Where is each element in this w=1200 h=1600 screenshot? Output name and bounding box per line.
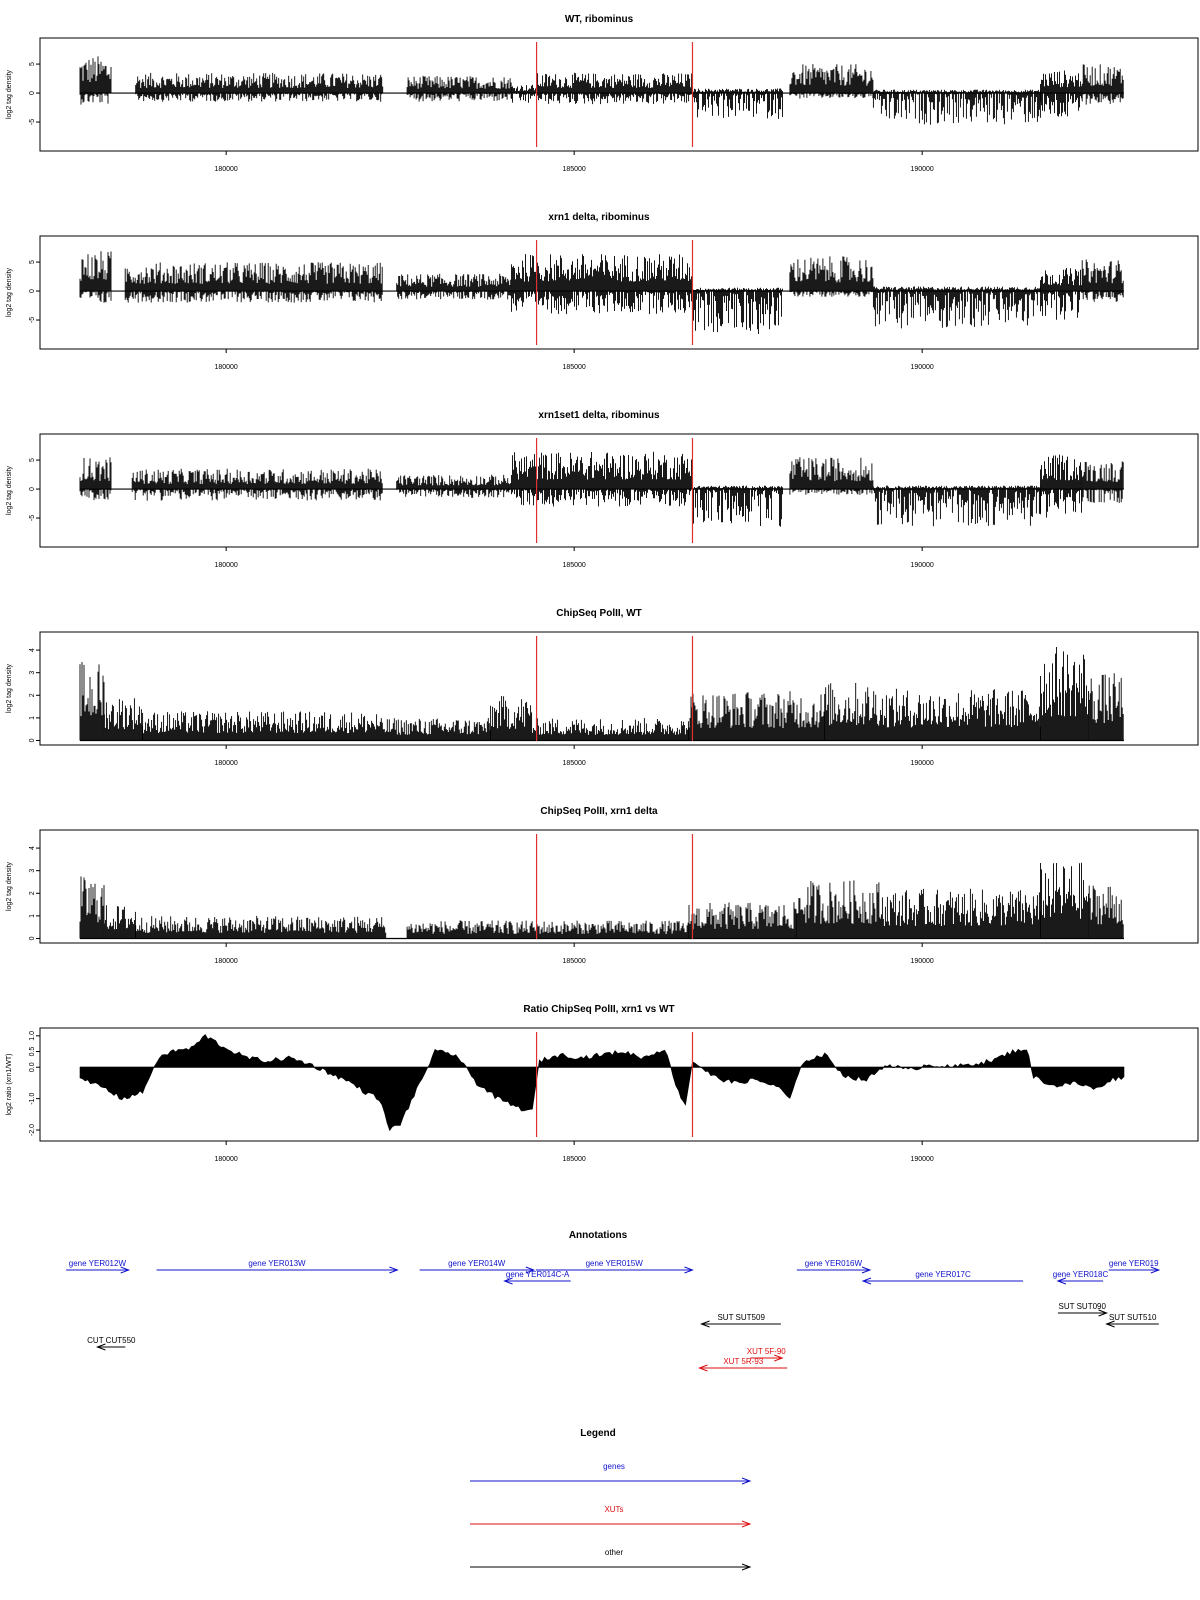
panel-2 [6,212,1198,371]
panel-1 [6,14,1198,173]
y-axis-label: log2 tag density [6,69,13,120]
annotation-label: XUT 5F-90 [746,1347,786,1356]
bar-mark [80,251,111,303]
panel-title: Ratio ChipSeq PolII, xrn1 vs WT [523,1004,675,1015]
annotation-label: gene YER015W [585,1259,643,1268]
bar-mark [104,698,142,740]
bar-mark [873,90,1040,125]
bar-mark [491,696,532,741]
bar-segment [873,90,1040,125]
bar-mark [1082,461,1123,503]
bar-segment [689,902,796,938]
annotation-feature [505,1270,571,1284]
panel-title: ChipSeq PolII, xrn1 delta [540,806,658,817]
x-tick-label: 190000 [910,958,934,965]
annotation-label: gene YER012W [68,1259,127,1268]
bar-segment [873,286,1040,328]
y-tick-label: 0 [29,487,36,492]
annotation-label: SUT SUT509 [717,1313,765,1322]
bar-mark [397,274,511,300]
bar-mark [825,683,880,741]
annotation-feature [1109,1259,1159,1273]
bar-segment [873,486,1040,527]
x-tick-label: 185000 [562,958,586,965]
annotation-feature [797,1259,870,1273]
bar-mark [512,254,692,314]
annotation-feature [1058,1302,1107,1316]
bar-segment [1089,673,1123,740]
bar-mark [689,902,796,938]
bar-mark [1041,647,1089,741]
y-tick-label: 0 [29,289,36,294]
y-tick-label: 0 [29,91,36,96]
y-tick-label: 5 [29,260,36,265]
x-tick-label: 190000 [910,760,934,767]
x-tick-label: 190000 [910,166,934,173]
x-tick-label: 180000 [214,958,238,965]
bar-segment [1041,647,1089,741]
bar-segment [537,73,692,104]
annotation-label: gene YER013W [248,1259,306,1268]
bar-segment [379,718,490,740]
bar-mark [1089,673,1123,740]
bar-segment [80,877,104,939]
bar-segment [532,718,688,740]
bar-mark [80,457,111,500]
panel-title: xrn1set1 delta, ribominus [538,410,660,421]
annotation-feature [66,1259,129,1273]
bar-segment [143,711,379,740]
panel-4 [6,608,1198,767]
annotation-label: gene YER018C [1052,1270,1109,1279]
bar-segment [1082,461,1123,503]
bar-segment [512,254,692,314]
x-tick-label: 180000 [214,166,238,173]
bar-segment [825,683,880,741]
bar-mark [693,486,783,527]
annotations-title: Annotations [568,1230,628,1241]
y-tick-label: 1 [29,715,36,720]
x-tick-label: 180000 [214,760,238,767]
annotation-label: gene YER016W [804,1259,863,1268]
bar-segment [80,457,111,500]
bar-segment [397,475,511,498]
annotation-label: gene YER017C [915,1270,971,1279]
annotation-label: SUT SUT510 [1108,1313,1157,1322]
bar-segment [80,56,111,104]
y-axis-label: log2 tag density [6,267,13,318]
legend-entry [470,1548,750,1570]
y-tick-label: 2 [29,891,36,896]
panel-title: WT, ribominus [564,14,634,25]
panel-title: xrn1 delta, ribominus [548,212,650,223]
bar-segment [1089,886,1123,939]
area-series [80,1035,1124,1131]
bar-mark [1041,863,1089,939]
y-axis-label: log2 tag density [6,465,13,516]
annotation-feature [87,1336,136,1350]
y-tick-label: 5 [29,458,36,463]
annotation-feature [1107,1313,1159,1327]
bar-segment [397,274,511,300]
bar-segment [1082,260,1123,302]
bar-segment [1082,64,1123,104]
bar-mark [1041,455,1082,518]
y-tick-label: 0 [29,738,36,743]
annotation-feature [699,1357,787,1371]
bar-segment [1041,268,1082,320]
panel-title: ChipSeq PolII, WT [556,608,642,619]
y-tick-label: 0.0 [29,1062,36,1073]
y-tick-label: 1 [29,913,36,918]
bar-segment [136,916,386,939]
annotation-feature [702,1313,781,1327]
bar-segment [407,920,688,938]
y-tick-label: 3 [29,868,36,873]
bar-mark [1082,64,1123,104]
annotations-panel [66,1230,1159,1371]
bar-segment [693,288,783,334]
bar-segment [104,905,135,938]
bar-segment [80,251,111,303]
bar-segment [132,469,382,501]
x-tick-label: 185000 [562,1156,586,1163]
bar-segment [125,262,382,302]
bar-mark [143,711,379,740]
x-tick-label: 185000 [562,364,586,371]
bar-mark [880,689,1040,741]
panel-5 [6,806,1198,965]
legend-entry [470,1505,750,1527]
y-tick-label: -1.0 [29,1092,36,1105]
bar-mark [880,889,1040,939]
bar-mark [1082,260,1123,302]
bar-mark [132,469,382,501]
y-tick-label: 3 [29,670,36,675]
panel-3 [6,410,1198,569]
bar-segment [407,76,511,102]
bar-segment [1041,455,1082,518]
bar-mark [136,916,386,939]
bar-segment [797,880,880,938]
annotation-label: CUT CUT550 [87,1336,136,1345]
bar-mark [80,662,104,740]
bar-mark [693,288,783,334]
y-tick-label: 4 [29,648,36,653]
x-tick-label: 185000 [562,166,586,173]
bar-mark [1089,886,1123,939]
legend-label: other [604,1548,624,1557]
y-axis-label: log2 ratio (xrn1/WT) [6,1053,13,1116]
y-axis-label: log2 tag density [6,861,13,912]
y-tick-label: -2.0 [29,1123,36,1137]
legend-title: Legend [580,1428,616,1439]
annotation-feature [863,1270,1023,1284]
bar-segment [880,689,1040,741]
bar-mark [407,76,511,102]
annotation-label: XUT 5R-93 [723,1357,764,1366]
bar-segment [512,452,692,507]
annotation-feature [1053,1270,1109,1284]
bar-mark [80,56,111,104]
bar-segment [104,698,142,740]
bar-mark [379,718,490,740]
y-tick-label: 2 [29,693,36,698]
y-axis-label: log2 tag density [6,663,13,714]
bar-mark [512,452,692,507]
bar-mark [512,85,537,103]
legend-entry [470,1462,750,1484]
annotation-label: gene YER019 [1108,1259,1159,1268]
bar-mark [1041,268,1082,320]
bar-segment [1041,863,1089,939]
bar-segment [80,662,104,740]
bar-segment [689,691,824,740]
annotation-label: gene YER014W [448,1259,506,1268]
bar-mark [689,691,824,740]
y-tick-label: -5 [29,118,36,126]
y-tick-label: 1.0 [29,1030,36,1041]
bar-mark [873,286,1040,328]
x-tick-label: 190000 [910,1156,934,1163]
annotation-label: SUT SUT090 [1058,1302,1106,1311]
bar-mark [407,920,688,938]
x-tick-label: 180000 [214,1156,238,1163]
bar-segment [491,696,532,741]
annotation-feature [157,1259,398,1273]
panel-6 [6,1004,1198,1163]
x-tick-label: 180000 [214,364,238,371]
legend-label: genes [603,1462,625,1471]
x-tick-label: 185000 [562,562,586,569]
bar-mark [104,905,135,938]
y-tick-label: 5 [29,62,36,67]
legend-label: XUTs [604,1505,624,1514]
bar-segment [693,486,783,527]
y-tick-label: -5 [29,316,36,324]
y-tick-label: 0 [29,936,36,941]
bar-segment [136,73,383,102]
y-tick-label: 0.5 [29,1046,36,1057]
bar-mark [537,73,692,104]
bar-segment [880,889,1040,939]
x-tick-label: 190000 [910,364,934,371]
bar-mark [80,877,104,939]
x-tick-label: 185000 [562,760,586,767]
bar-mark [532,718,688,740]
legend-panel [470,1428,750,1570]
y-tick-label: -5 [29,514,36,522]
y-tick-label: 4 [29,846,36,851]
bar-mark [873,486,1040,527]
bar-mark [397,475,511,498]
x-tick-label: 180000 [214,562,238,569]
bar-mark [797,880,880,938]
bar-segment [512,85,537,103]
x-tick-label: 190000 [910,562,934,569]
annotation-label: gene YER014C-A [505,1270,570,1279]
bar-mark [125,262,382,302]
bar-mark [136,73,383,102]
